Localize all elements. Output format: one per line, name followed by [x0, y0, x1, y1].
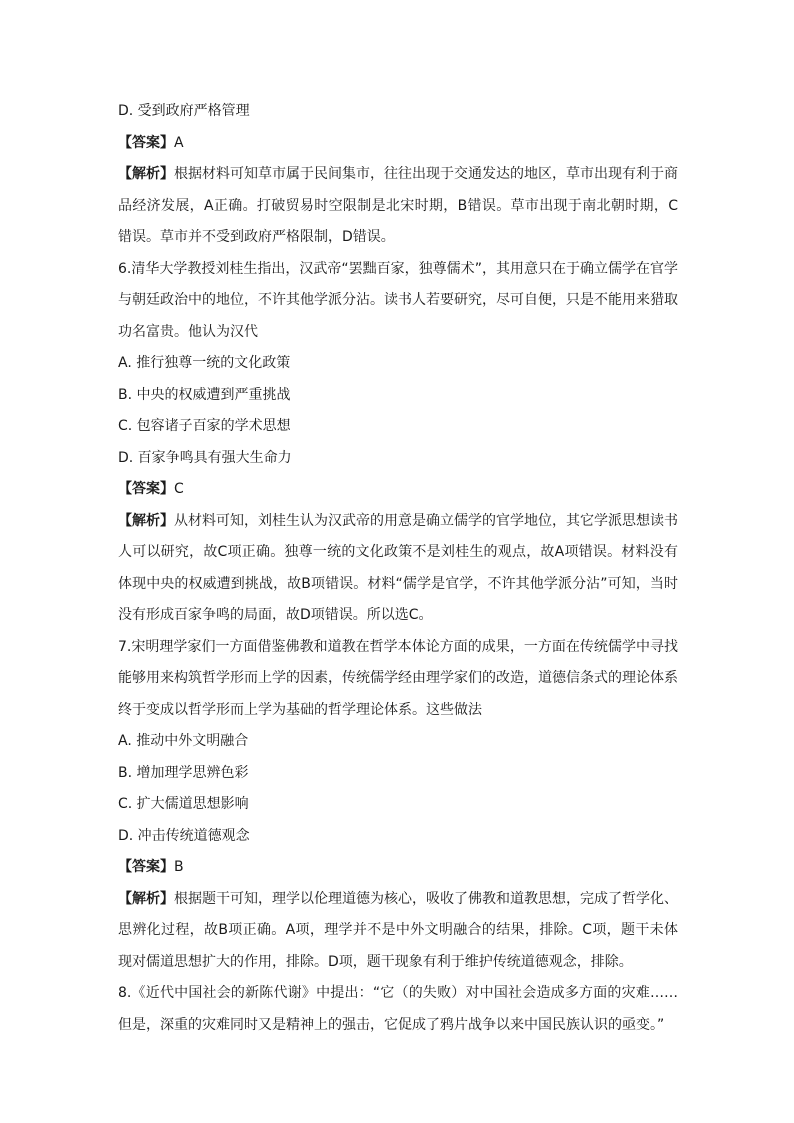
analysis-label: 【解析】 [118, 166, 174, 182]
q7-analysis [118, 884, 678, 979]
analysis-label: 【解析】 [118, 890, 174, 907]
q8-stem: 8.《近代中国社会的新陈代谢》中提出：“它（的失败）对中国社会造成多方面的灾难……但是，深重的灾难同时又是精神上的强击，它促成了鸦片战争以来中国民族认识的亟变。” [118, 985, 678, 1033]
answer-label: 【答案】 [118, 134, 174, 151]
q7-answer [118, 852, 678, 884]
q7-option-c: C. 扩大儒道思想影响 [118, 796, 249, 812]
q6-answer [118, 474, 678, 506]
answer-value: C [174, 481, 184, 497]
answer-value: B [174, 859, 184, 875]
q6-option-c: C. 包容诸子百家的学术思想 [118, 418, 291, 434]
q5-answer [118, 128, 678, 160]
document-page [118, 96, 678, 1041]
q5-analysis [118, 159, 678, 254]
q6-analysis [118, 506, 678, 632]
q6-option-b: B. 中央的权威遭到严重挑战 [118, 386, 291, 403]
answer-label: 【答案】 [118, 481, 174, 497]
q6-option-d: D. 百家争鸣具有强大生命力 [118, 449, 292, 466]
answer-value: A [174, 134, 184, 151]
answer-label: 【答案】 [118, 859, 174, 875]
analysis-text: 从材料可知，刘桂生认为汉武帝的用意是确立儒学的官学地位，其它学派思想读书人可以研究，故C项正确。独尊一统的文化政策不是刘桂生的观点，故A项错误。材料没有体现中央的权威遭到挑战，故B项错误。材料“儒学是官学，不许其他学派分沾”可知，当时没有形成百家争鸣的局面，故D项错误。所以选C。 [118, 512, 678, 623]
q7-option-b: B. 增加理学思辨色彩 [118, 764, 249, 781]
analysis-text: 根据材料可知草市属于民间集市，往往出现于交通发达的地区，草市出现有利于商品经济发展，A正确。打破贸易时空限制是北宋时期，B错误。草市出现于南北朝时期，C错误。草市并不受到政府严格限制，D错误。 [118, 166, 678, 245]
q7-option-d: D. 冲击传统道德观念 [118, 827, 250, 844]
q6-option-a: A. 推行独尊一统的文化政策 [118, 355, 291, 371]
q6-stem: 6.清华大学教授刘桂生指出，汉武帝“罢黜百家，独尊儒术”，其用意只在于确立儒学在官学与朝廷政治中的地位，不许其他学派分沾。读书人若要研究，尽可自便，只是不能用来猎取功名富贵。他认为汉代 [118, 260, 678, 340]
analysis-label: 【解析】 [118, 512, 174, 529]
q7-stem: 7.宋明理学家们一方面借鉴佛教和道教在哲学本体论方面的成果，一方面在传统儒学中寻找能够用来构筑哲学形而上学的因素，传统儒学经由理学家们的改造，道德信条式的理论体系终于变成以哲学形而上学为基础的哲学理论体系。这些做法 [118, 638, 678, 718]
analysis-text: 根据题干可知，理学以伦理道德为核心，吸收了佛教和道教思想，完成了哲学化、思辨化过程，故B项正确。A项，理学并不是中外文明融合的结果，排除。C项，题干未体现对儒道思想扩大的作用，排除。D项，题干现象有利于维护传统道德观念，排除。 [118, 890, 678, 970]
q7-option-a: A. 推动中外文明融合 [118, 733, 249, 749]
q5-option-d: D. 受到政府严格管理 [118, 103, 250, 119]
